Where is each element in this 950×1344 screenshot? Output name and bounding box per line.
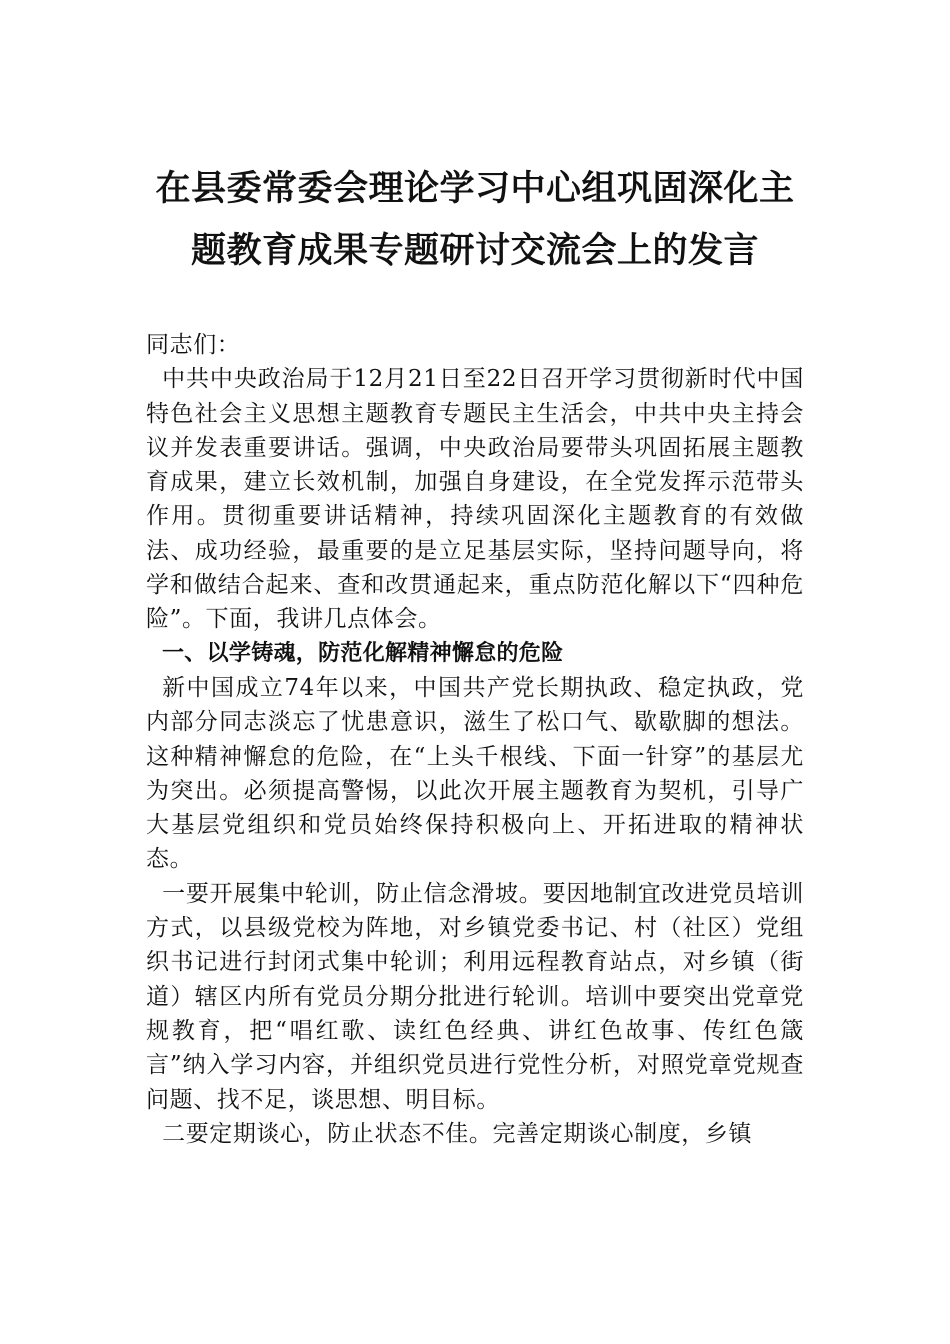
title-line-1: 在县委常委会理论学习中心组巩固深化主 (155, 169, 795, 209)
document-title (140, 158, 810, 282)
paragraph-point-2: 二要定期谈心，防止状态不佳。完善定期谈心制度，乡镇 (162, 1120, 753, 1147)
paragraph-intro: 中共中央政治局于12月21日至22日召开学习贯彻新时代中国特色社会主义思想主题教育专题民主生活会，中共中央主持会议并发表重要讲话。强调，中央政治局要带头巩固拓展主题教育成果，建立长效机制，加强自身建设，在全党发挥示范带头作用。贯彻重要讲话精神，持续巩固深化主题教育的有效做法、成功经验，最重要的是立足基层实际，坚持问题导向，将学和做结合起来、查和改贯通起来，重点防范化解以下“四种危险”。下面，我讲几点体会。 (146, 366, 804, 633)
document-body (146, 328, 804, 1151)
paragraph-section-1-intro: 新中国成立74年以来，中国共产党长期执政、稳定执政，党内部分同志淡忘了忧患意识，滋生了松口气、歇歇脚的想法。这种精神懈怠的危险，在“上头千根线、下面一针穿”的基层尤为突出。必须提高警惕，以此次开展主题教育为契机，引导广大基层党组织和党员始终保持积极向上、开拓进取的精神状态。 (146, 674, 804, 873)
title-line-2: 题教育成果专题研讨交流会上的发言 (190, 231, 759, 271)
salutation: 同志们： (146, 332, 241, 358)
paragraph-point-1: 一要开展集中轮训，防止信念滑坡。要因地制宜改进党员培训方式，以县级党校为阵地，对乡镇党委书记、村（社区）党组织书记进行封闭式集中轮训；利用远程教育站点，对乡镇（街道）辖区内所有党员分期分批进行轮训。培训中要突出党章党规教育，把“唱红歌、读红色经典、讲红色故事、传红色箴言”纳入学习内容，并组织党员进行党性分析，对照党章党规查问题、找不足，谈思想、明目标。 (146, 880, 804, 1113)
section-heading-1: 一、以学铸魂，防范化解精神懈怠的危险 (162, 640, 564, 666)
